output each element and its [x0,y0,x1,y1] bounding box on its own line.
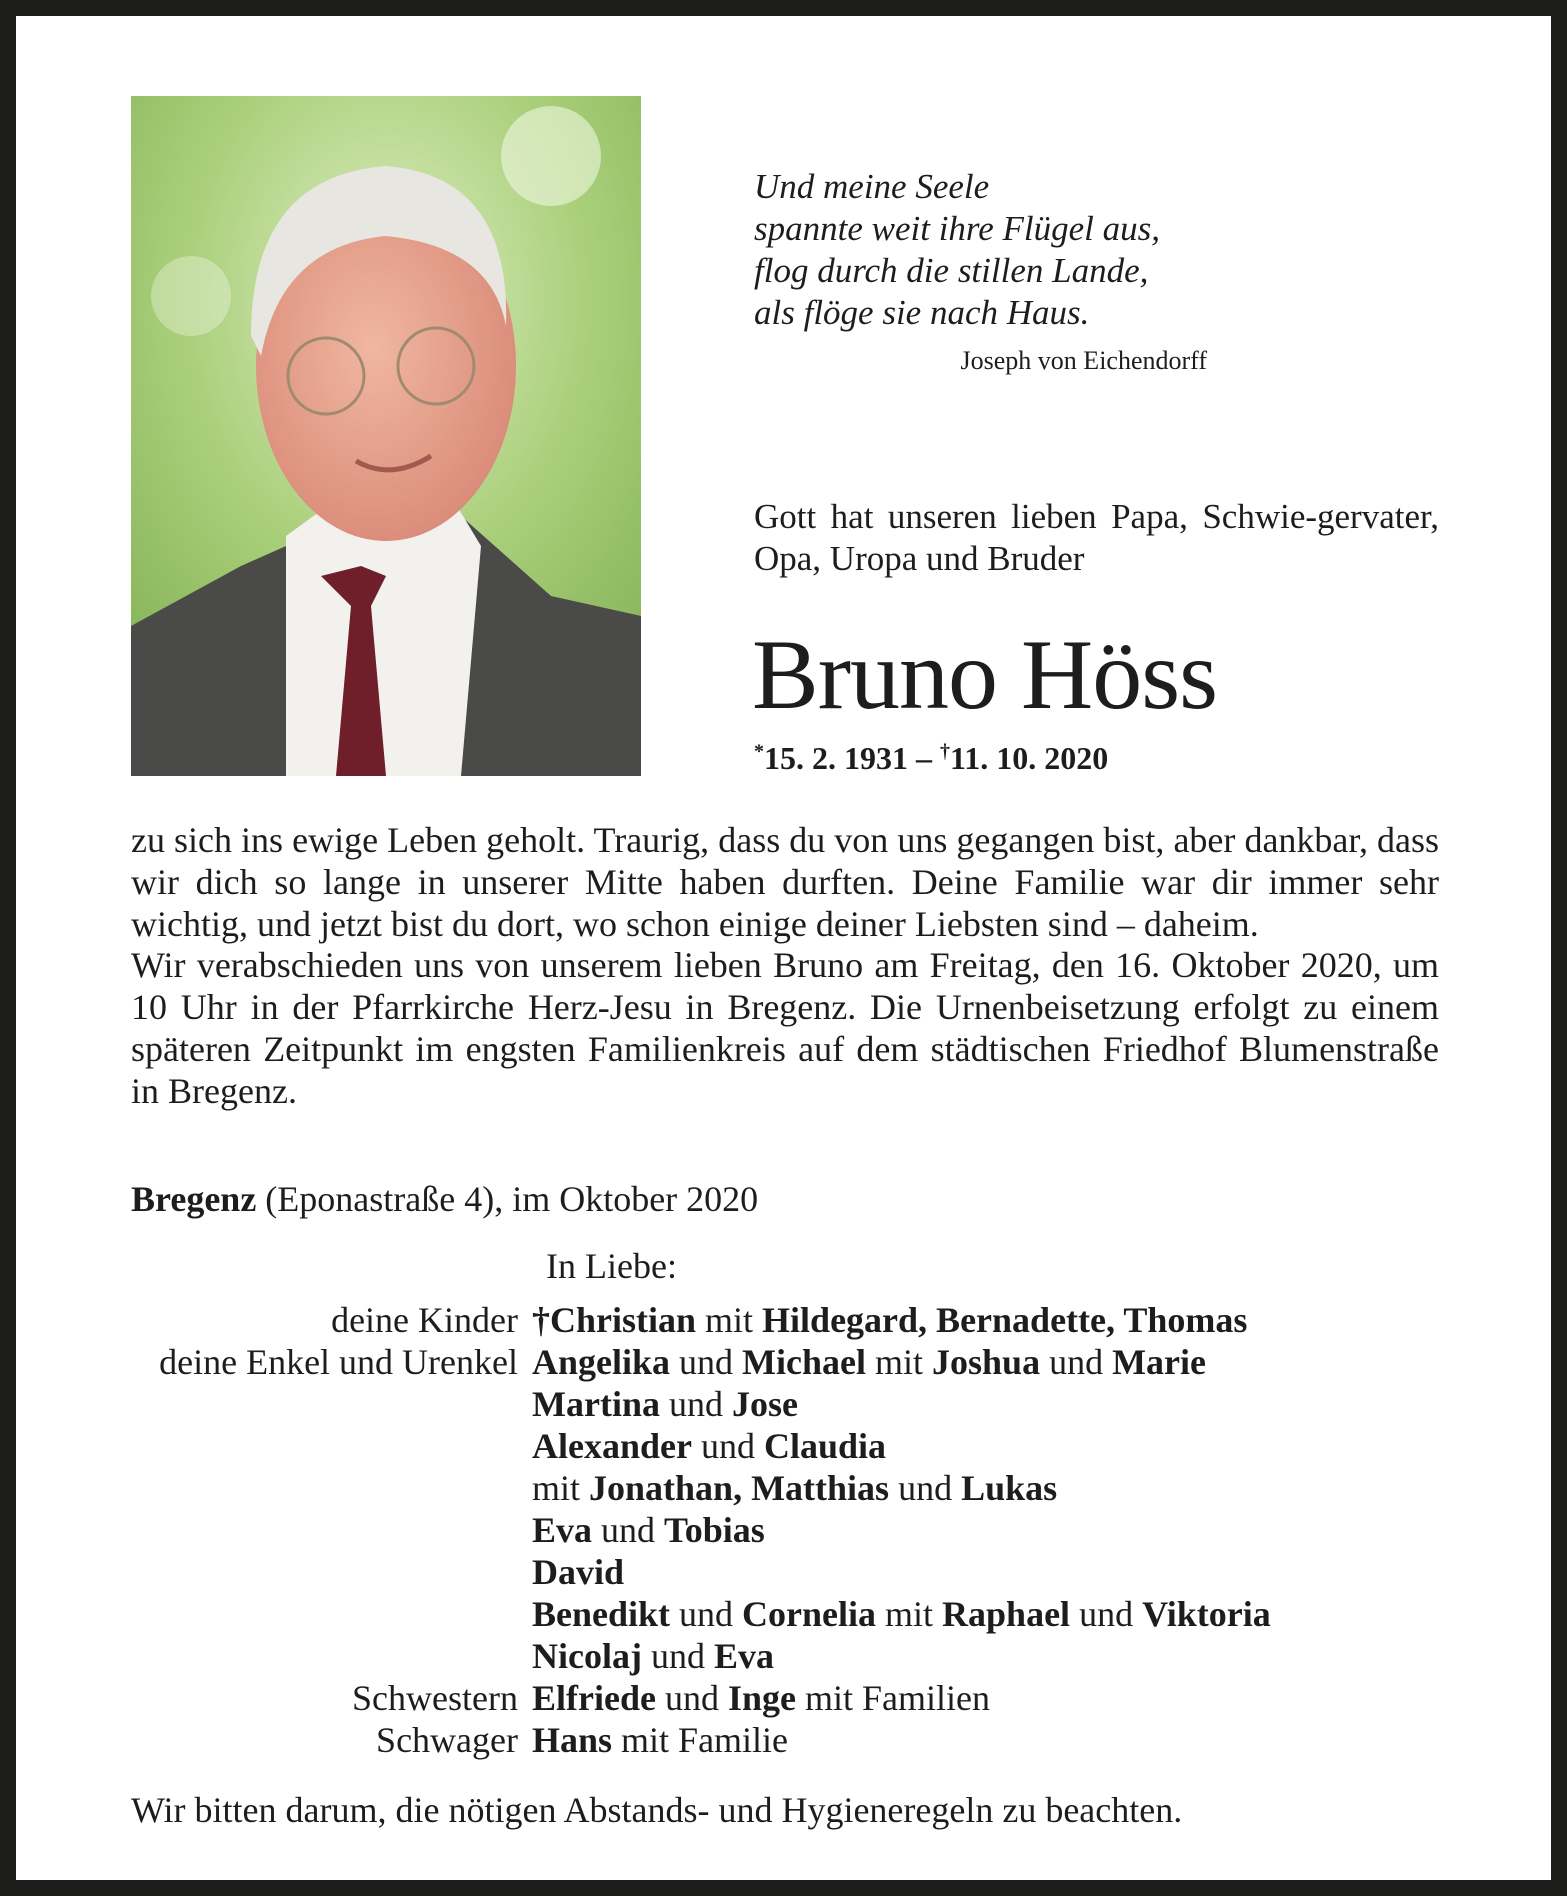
closing-note: Wir bitten darum, die nötigen Abstands- und Hygieneregeln zu beachten. [131,1790,1183,1830]
poem-quote [754,166,1160,334]
mourner-name: Michael [742,1342,866,1382]
relation-label: Schwestern [352,1678,518,1718]
place-rest: (Eponastraße 4), im Oktober 2020 [256,1179,759,1219]
mourner-name: Eva [713,1636,774,1676]
birth-symbol: * [754,740,764,763]
mourner-name: David [532,1552,625,1592]
connector-text: und [592,1510,665,1550]
mourner-names [532,1425,886,1467]
connector-text: mit [532,1468,590,1508]
connector-text: mit [866,1342,933,1382]
mourner-name: Hildegard, Bernadette, Thomas [762,1300,1248,1340]
place-city: Bregenz [131,1179,257,1219]
mourner-name: Benedikt [532,1594,671,1634]
mourner-names [532,1509,765,1551]
quote-line: Und meine Seele [754,167,990,206]
connector-text: mit Familien [795,1678,990,1718]
mourner-name: Raphael [942,1594,1071,1634]
relation-label [0,1593,532,1635]
quote-line: flog durch die stillen Lande, [754,251,1149,290]
relation-label [0,1509,532,1551]
mourner-name: Martina [532,1384,660,1424]
mourner-row [0,1719,1271,1761]
body-paragraph: zu sich ins ewige Leben geholt. Traurig, dass du von uns gegangen bist, aber dankbar, dass wir dich so lange in unserer Mitte haben durften. Deine Familie war dir immer sehr wichtig, und jetzt bist du dort, wo schon einige deiner Liebsten sind – daheim. [131,820,1439,944]
relation-label: Schwager [376,1720,518,1760]
mourner-row [0,1341,1271,1383]
mourner-name: Cornelia [742,1594,877,1634]
connector-text: und [655,1678,728,1718]
quote-author: Joseph von Eichendorff [960,346,1207,375]
body-paragraph: Wir verabschieden uns von unserem lieben Bruno am Freitag, den 16. Oktober 2020, um 10 Uhr in der Pfarrkirche Herz-Jesu in Bregenz. Die Urnenbeisetzung erfolgt zu einem späteren Zeitpunkt im engsten Familienkreis auf dem städtischen Friedhof Blumenstraße in Bregenz. [131,945,1439,1111]
mourner-row [0,1593,1271,1635]
connector-text: mit [696,1300,763,1340]
relation-label [0,1467,532,1509]
mourner-row [0,1467,1271,1509]
intro-text: Gott hat unseren lieben Papa, Schwie-gervater, Opa, Uropa und Bruder [754,497,1439,578]
mourner-names [532,1719,788,1761]
birth-date: 15. 2. 1931 [764,740,908,776]
relation-label [0,1551,532,1593]
mourner-name: Angelika [532,1342,671,1382]
relation-label [0,1635,532,1677]
mourner-name: Claudia [763,1426,887,1466]
relation-label [0,1383,532,1425]
body-text [131,820,1439,1113]
mourner-name: Jose [731,1384,798,1424]
mourner-names [532,1677,990,1719]
mourner-row [0,1551,1271,1593]
in-liebe-heading: In Liebe: [546,1246,677,1286]
mourner-name: Inge [727,1678,796,1718]
mourner-row [0,1425,1271,1467]
place-date [131,1178,758,1220]
mourner-name: Hans [532,1720,613,1760]
quote-line: spannte weit ihre Flügel aus, [754,209,1161,248]
mourner-row [0,1383,1271,1425]
mourner-name: Joshua [932,1342,1041,1382]
mourner-name: Eva [532,1510,593,1550]
mourner-name: Lukas [961,1468,1058,1508]
relation-label: deine Kinder [331,1300,518,1340]
mourner-name: Tobias [664,1510,765,1550]
mourner-names [532,1551,624,1593]
connector-text: und [691,1426,764,1466]
relation-label [0,1425,532,1467]
mourner-row [0,1677,1271,1719]
connector-text: und [659,1384,732,1424]
relation-label: deine Enkel und Urenkel [159,1342,518,1382]
connector-text: mit [876,1594,943,1634]
mourner-name: Alexander [532,1426,692,1466]
mourner-name: Viktoria [1142,1594,1271,1634]
mourner-names [532,1299,1247,1341]
mourner-name: Elfriede [532,1678,656,1718]
connector-text: und [670,1594,743,1634]
mourner-names [532,1383,798,1425]
mourner-name: Jonathan, Matthias [589,1468,890,1508]
mourner-names [532,1635,774,1677]
connector-text: und [1070,1594,1143,1634]
death-symbol: † [940,740,950,763]
connector-text: und [1040,1342,1113,1382]
mourner-names [532,1467,1057,1509]
mourner-row [0,1635,1271,1677]
mourner-name: Nicolaj [532,1636,642,1676]
mourner-names [532,1341,1206,1383]
portrait-photo [131,96,641,776]
mourner-names [532,1593,1271,1635]
quote-line: als flöge sie nach Haus. [754,293,1090,332]
mourner-name: Marie [1112,1342,1207,1382]
mourner-name: †Christian [532,1300,697,1340]
mourner-row [0,1299,1271,1341]
date-separator: – [908,740,940,776]
connector-text: mit Familie [612,1720,789,1760]
life-dates [754,740,1108,777]
deceased-name: Bruno Höss [752,619,1218,730]
connector-text: und [889,1468,962,1508]
mourners-list [0,1299,1271,1761]
connector-text: und [670,1342,743,1382]
death-date: 11. 10. 2020 [950,740,1109,776]
mourner-row [0,1509,1271,1551]
connector-text: und [641,1636,714,1676]
